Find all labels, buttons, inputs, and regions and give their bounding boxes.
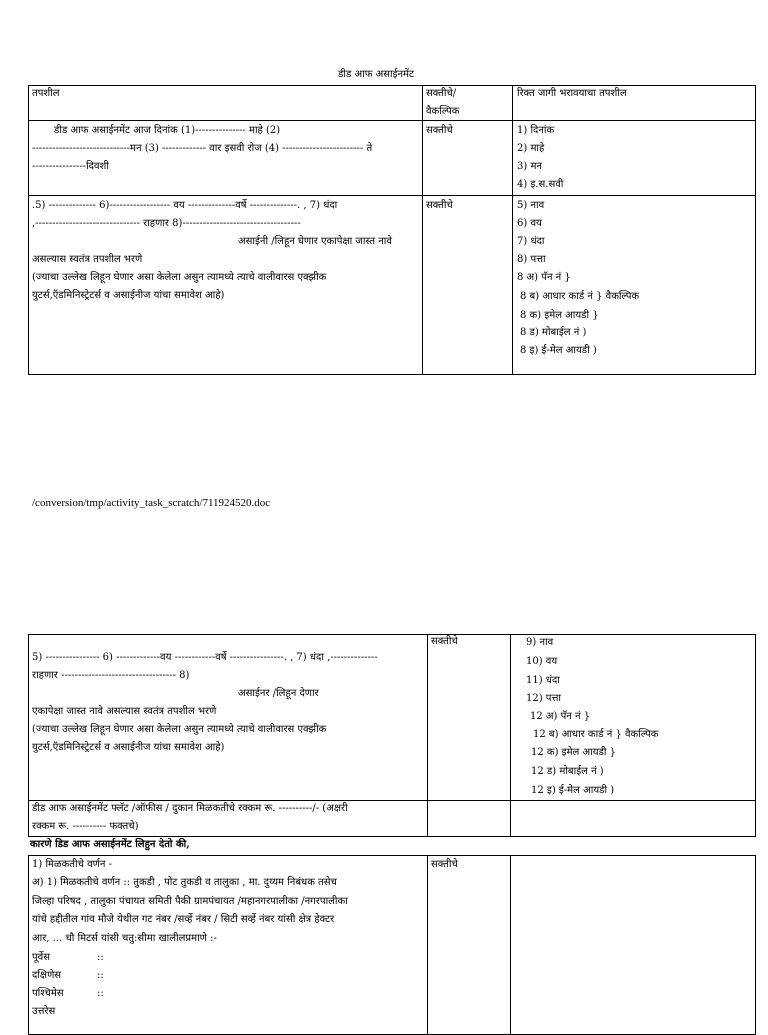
fill-item: 8 क) इमेल आयडी }: [520, 310, 599, 321]
boundary-separator: ::: [97, 970, 104, 981]
amount-line: डीड आफ असाईनमेंट फ्लॅट /ऑफीस / दुकान मिळकतीचे रक्कम रू. ----------/- (अक्षरी: [32, 803, 348, 814]
header-optional: वैकल्पिक: [426, 106, 460, 117]
fill-item: 8 इ) ई-मेल आयडी ): [520, 345, 597, 356]
column-divider: [510, 634, 511, 837]
boundary-south: दक्षिणेस: [32, 970, 62, 981]
section-caption: कारणे डिड आफ असाईनमेंट लिहुन देतो की,: [30, 839, 190, 850]
detail-line: असाईनी /लिहून घेणार एकापेक्षा जास्त नावे: [238, 236, 392, 247]
detail-line: अ) 1) मिळकतीचे वर्णन :: तुकडी , पोट तुकडी व तालुका , मा. दुय्यम निबंधक तसेच: [32, 877, 337, 888]
mandatory-label: सक्तीचे: [431, 636, 458, 647]
fill-item: 4) इ.स.सवी: [517, 179, 564, 190]
boundary-west: पश्चिमेस: [32, 988, 64, 999]
detail-line: यांचे हद्दीतील गांव मौजे येथील गट नंबर /सर्व्हे नंबर / सिटी सर्व्हे नंबर यांसी क्षेत्र हेक्टर: [32, 914, 335, 925]
column-divider: [510, 855, 511, 1035]
fill-item: 12 क) इमेल आयडी }: [531, 747, 617, 758]
mandatory-label: सक्तीचे: [426, 200, 453, 211]
detail-line: युटर्स,ऍडमिनिस्ट्रेटर्स व असाईनीज यांचा समावेश आहे): [32, 290, 225, 301]
fill-item: 3) मन: [517, 161, 542, 172]
detail-line: डीड आफ असाईनमेंट आज दिनांक (1)--------------- माहे (2): [54, 125, 281, 136]
file-path: /conversion/tmp/activity_task_scratch/711924520.doc: [32, 497, 271, 509]
detail-line: -----------------------------मन (3) ------------- वार इसवी रोज (4) ------------------------ ते: [32, 143, 373, 154]
detail-line: ,------------------------------- राहणार 8)-----------------------------------: [32, 218, 301, 229]
fill-item: 1) दिनांक: [517, 125, 555, 136]
fill-item: 10) वय: [526, 656, 558, 667]
column-divider: [427, 634, 428, 837]
fill-item: 9) नाव: [526, 637, 554, 648]
detail-line: (ज्याचा उल्लेख लिहून घेणार असा केलेला असुन त्यामध्ये त्याचे वालीवारस एक्झीक: [32, 724, 327, 735]
fill-item: 12) पत्ता: [526, 693, 561, 704]
column-divider: [427, 855, 428, 1035]
detail-line: असाईनर /लिहून देणार: [238, 688, 319, 699]
fill-item: 5) नाव: [517, 200, 545, 211]
detail-line: असल्यास स्वतंत्र तपशील भरणे: [32, 254, 143, 265]
boundary-separator: ::: [97, 952, 104, 963]
detail-line: .5) -------------- 6)------------------ वय --------------वर्षे --------------. , 7) धंदा: [32, 200, 338, 211]
fill-item: 12 इ) ई-मेल आयडी ): [531, 785, 615, 796]
detail-line: 5) ---------------- 6) -------------वय ------------वर्षे ----------------. , 7) धंदा ,--------------: [32, 652, 378, 663]
detail-line: राहणार ---------------------------------- 8): [32, 670, 190, 681]
fill-item: 8 ब) आधार कार्ड नं } वैकल्पिक: [520, 291, 640, 302]
row-divider: [28, 120, 756, 121]
header-detail: तपशील: [32, 88, 60, 99]
fill-item: 11) धंदा: [526, 675, 560, 686]
boundary-north: उत्तरेस: [32, 1006, 56, 1017]
header-mandatory: सक्तीचे/: [426, 88, 457, 99]
detail-line: 1) मिळकतीचे वर्णन -: [32, 859, 113, 870]
fill-item: 2) माहे: [517, 143, 545, 154]
fill-item: 12 ब) आधार कार्ड नं } वैकल्पिक: [533, 729, 659, 740]
amount-line: रक्कम रू. ---------- फक्तचे): [32, 821, 139, 832]
fill-item: 8 अ) पॅन नं }: [517, 272, 571, 283]
detail-line: जिल्हा परिषद , तालुका पंचायत समिती पैकी ग्रामपंचायत /महानगरपालीका /नगरपालीका: [32, 896, 348, 907]
column-divider: [422, 85, 423, 375]
header-fill-details: रिक्त जागी भरावयाचा तपशील: [517, 88, 627, 99]
detail-line: एकापेक्षा जास्त नावे असल्यास स्वतंत्र तपशील भरणे: [32, 706, 217, 717]
fill-item: 8) पत्ता: [517, 254, 546, 265]
mandatory-label: सक्तीचे: [431, 859, 458, 870]
fill-item: 7) धंदा: [517, 236, 545, 247]
detail-line: (ज्याचा उल्लेख लिहून घेणार असा केलेला असुन त्यामध्ये त्याचे वालीवारस एक्झीक: [32, 272, 327, 283]
detail-line: युटर्स,ऍडमिनिस्ट्रेटर्स व असाईनीज यांचा समावेश आहे): [32, 742, 225, 753]
row-divider: [28, 195, 756, 196]
row-divider: [28, 800, 756, 801]
fill-item: 8 ड) मोबाईल नं ): [520, 327, 587, 338]
mandatory-label: सक्तीचे: [426, 125, 453, 136]
boundary-east: पूर्वेस: [32, 952, 50, 963]
document-title: डीड आफ असाईनमेंट: [338, 69, 415, 80]
fill-item: 12 ड) मोबाईल नं ): [531, 766, 604, 777]
fill-item: 6) वय: [517, 218, 542, 229]
fill-item: 12 अ) पॅन नं }: [530, 711, 591, 722]
column-divider: [512, 85, 513, 375]
detail-line: ----------------दिवशी: [32, 161, 109, 172]
boundary-separator: ::: [97, 988, 104, 999]
detail-line: आर, ... चौ मिटर्स यांसी चतु:सीमा खालीलप्रमाणे :-: [32, 933, 217, 944]
